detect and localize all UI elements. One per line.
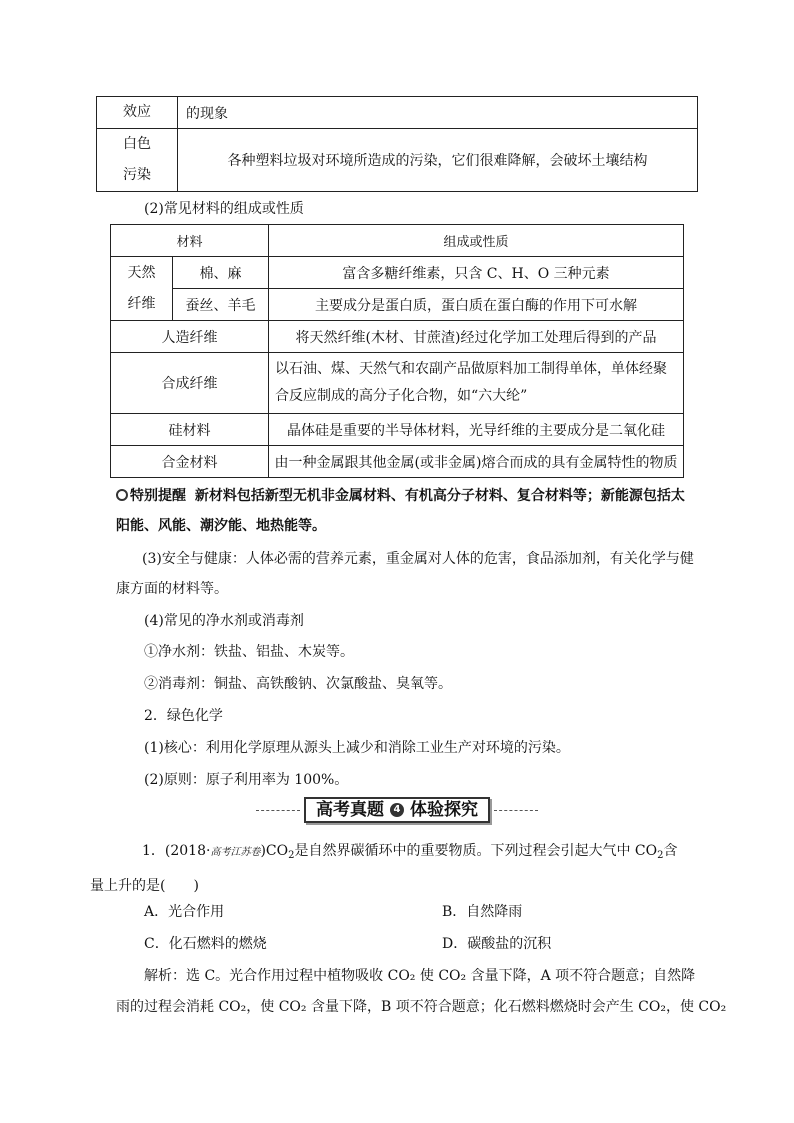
green-principle: (2)原则：原子利用率为 100%。 bbox=[144, 772, 349, 788]
tip-label: 特别提醒 bbox=[130, 488, 186, 504]
material-name: 合成纤维 bbox=[111, 353, 269, 414]
table-row bbox=[111, 353, 684, 414]
natural-fiber-line: 纤维 bbox=[127, 295, 156, 312]
table-cell-key: 效应 bbox=[97, 97, 178, 129]
green-core: (1)核心：利用化学原理从源头上减少和消除工业生产对环境的污染。 bbox=[144, 740, 570, 756]
section-heading: 2．绿色化学 bbox=[144, 708, 223, 724]
table-header-row bbox=[111, 225, 684, 257]
tip-icon bbox=[116, 489, 128, 501]
banner-number-icon: 4 bbox=[390, 803, 404, 817]
section-heading: (2)常见材料的组成或性质 bbox=[144, 201, 304, 217]
option-a: A．光合作用 bbox=[144, 904, 225, 920]
property-cell: 将天然纤维(木材、甘蔗渣)经过化学加工处理后得到的产品 bbox=[269, 321, 684, 353]
analysis-line: 雨的过程会消耗 CO₂，使 CO₂ 含量下降，B 项不符合题意；化石燃料燃烧时会产生 CO₂，使 CO₂ bbox=[116, 999, 727, 1015]
material-name: 合金材料 bbox=[111, 446, 269, 478]
question-text: 是自然界碳循环中的重要物质。下列过程会引起大气中 CO bbox=[294, 843, 658, 859]
table-row bbox=[97, 129, 698, 192]
list-item: ①净水剂：铁盐、铝盐、木炭等。 bbox=[144, 644, 354, 660]
question bbox=[90, 836, 694, 901]
table-cell-value: 各种塑料垃圾对环境所造成的污染，它们很难降解，会破坏土壤结构 bbox=[178, 129, 698, 192]
header-material: 材料 bbox=[111, 225, 269, 257]
section-safety: (3)安全与健康：人体必需的营养元素，重金属对人体的危害，食品添加剂，有关化学与健康方面的材料等。 bbox=[116, 551, 694, 597]
list-item: ②消毒剂：铜盐、高铁酸钠、次氯酸盐、臭氧等。 bbox=[144, 676, 452, 692]
banner-left: 高考真题 bbox=[316, 800, 384, 820]
subscript: 2 bbox=[657, 850, 664, 861]
table-row bbox=[111, 414, 684, 446]
material-name: 人造纤维 bbox=[111, 321, 269, 353]
table-row bbox=[97, 97, 698, 129]
table-row bbox=[111, 321, 684, 353]
banner-box bbox=[304, 797, 490, 823]
subscript: 2 bbox=[288, 850, 295, 861]
table-row bbox=[111, 257, 684, 289]
tip-text: 新材料包括新型无机非金属材料、有机高分子材料、复合材料等；新能源包括太阳能、风能、潮汐能、地热能等。 bbox=[116, 488, 685, 534]
key-line: 污染 bbox=[123, 167, 151, 183]
question-source: 高考江苏卷 bbox=[210, 847, 261, 858]
property-cell: 由一种金属跟其他金属(或非金属)熔合而成的具有金属特性的物质 bbox=[269, 446, 684, 478]
property-cell: 主要成分是蛋白质，蛋白质在蛋白酶的作用下可水解 bbox=[269, 289, 684, 321]
table-row bbox=[111, 289, 684, 321]
pollution-table bbox=[96, 96, 698, 192]
sub-material: 棉、麻 bbox=[173, 257, 269, 289]
banner-dash bbox=[494, 810, 538, 811]
property-cell: 以石油、煤、天然气和农副产品做原料加工制得单体，单体经聚合反应制成的高分子化合物，如“六大纶” bbox=[269, 353, 684, 414]
material-name: 硅材料 bbox=[111, 414, 269, 446]
question-number: 1．(2018· bbox=[142, 843, 211, 859]
banner-dash bbox=[256, 810, 300, 811]
option-b: B．自然降雨 bbox=[442, 904, 523, 920]
banner-right: 体验探究 bbox=[410, 800, 478, 820]
natural-fiber-cell bbox=[111, 257, 173, 321]
question-text: 含 bbox=[663, 843, 678, 859]
table-row bbox=[111, 446, 684, 478]
analysis-line: 解析：选 C。光合作用过程中植物吸收 CO₂ 使 CO₂ 含量下降，A 项不符合题意；自然降 bbox=[144, 968, 696, 984]
option-d: D．碳酸盐的沉积 bbox=[442, 936, 552, 952]
sub-material: 蚕丝、羊毛 bbox=[173, 289, 269, 321]
exam-banner bbox=[252, 796, 542, 824]
key-line: 白色 bbox=[123, 136, 151, 152]
question-text: )CO bbox=[260, 843, 289, 859]
special-tip bbox=[116, 481, 694, 541]
question-text: 量上升的是( ) bbox=[90, 878, 199, 894]
property-cell: 晶体硅是重要的半导体材料，光导纤维的主要成分是二氧化硅 bbox=[269, 414, 684, 446]
table-cell-key bbox=[97, 129, 178, 192]
natural-fiber-line: 天然 bbox=[127, 264, 156, 281]
table-cell-value: 的现象 bbox=[178, 97, 698, 129]
option-c: C．化石燃料的燃烧 bbox=[144, 936, 267, 952]
header-property: 组成或性质 bbox=[269, 225, 684, 257]
section-heading: (4)常见的净水剂或消毒剂 bbox=[144, 613, 304, 629]
property-cell: 富含多糖纤维素，只含 C、H、O 三种元素 bbox=[269, 257, 684, 289]
materials-table bbox=[110, 224, 684, 478]
